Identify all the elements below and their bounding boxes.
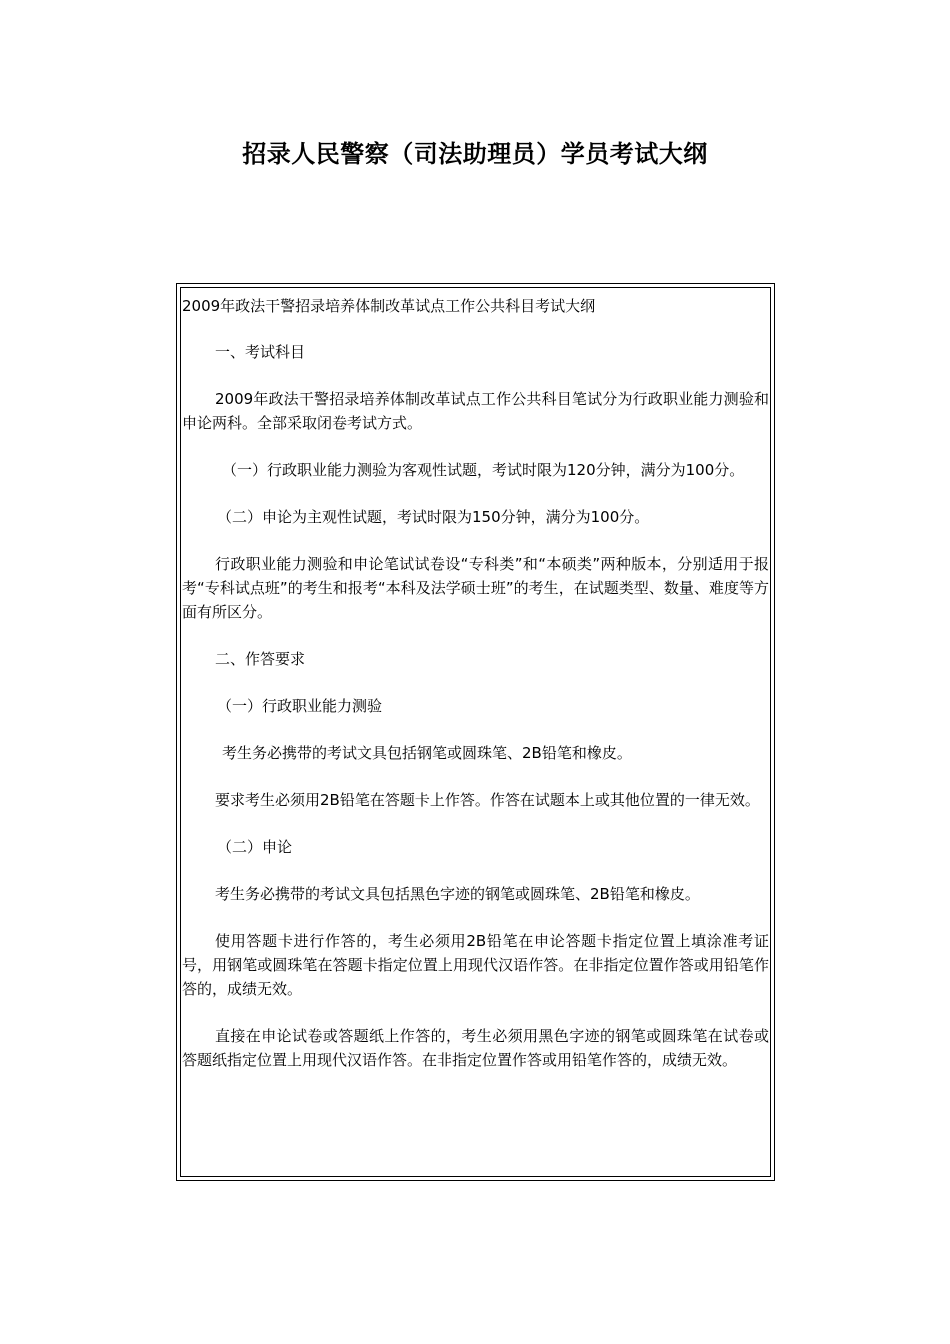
paragraph-aptitude-answer-card: 要求考生必须用2B铅笔在答题卡上作答。作答在试题本上或其他位置的一律无效。	[215, 791, 760, 809]
section-heading-requirements: 二、作答要求	[215, 650, 306, 668]
section-heading-subjects: 一、考试科目	[215, 343, 306, 361]
subheading-essay: （二）申论	[217, 838, 293, 856]
paragraph-essay-answer-sheet: 直接在申论试卷或答题纸上作答的，考生必须用黑色字迹的钢笔或圆珠笔在试卷或答题纸指定位置上用现代汉语作答。在非指定位置作答或用铅笔作答的，成绩无效。	[182, 1027, 769, 1069]
paragraph-aptitude-stationery: 考生务必携带的考试文具包括钢笔或圆珠笔、2B铅笔和橡皮。	[222, 744, 632, 762]
syllabus-frame	[176, 283, 775, 1181]
syllabus-content	[180, 287, 771, 1177]
subheading-aptitude: （一）行政职业能力测验	[217, 697, 383, 715]
page-title: 招录人民警察（司法助理员）学员考试大纲	[242, 140, 708, 168]
paragraph-essay-stationery: 考生务必携带的考试文具包括黑色字迹的钢笔或圆珠笔、2B铅笔和橡皮。	[215, 885, 700, 903]
paragraph-exam-versions: 行政职业能力测验和申论笔试试卷设“专科类”和“本硕类”两种版本，分别适用于报考“专科试点班”的考生和报考“本科及法学硕士班”的考生，在试题类型、数量、难度等方面有所区分。	[182, 555, 769, 621]
paragraph-essay-test: （二）申论为主观性试题，考试时限为150分钟，满分为100分。	[217, 508, 650, 526]
paragraph-essay-answer-card: 使用答题卡进行作答的，考生必须用2B铅笔在申论答题卡指定位置上填涂准考证号，用钢笔或圆珠笔在答题卡指定位置上用现代汉语作答。在非指定位置作答或用铅笔作答的，成绩无效。	[182, 932, 769, 998]
syllabus-heading: 2009年政法干警招录培养体制改革试点工作公共科目考试大纲	[182, 297, 596, 315]
paragraph-aptitude-test: （一）行政职业能力测验为客观性试题，考试时限为120分钟，满分为100分。	[222, 461, 745, 479]
paragraph-subjects-overview: 2009年政法干警招录培养体制改革试点工作公共科目笔试分为行政职业能力测验和申论两科。全部采取闭卷考试方式。	[182, 390, 769, 432]
